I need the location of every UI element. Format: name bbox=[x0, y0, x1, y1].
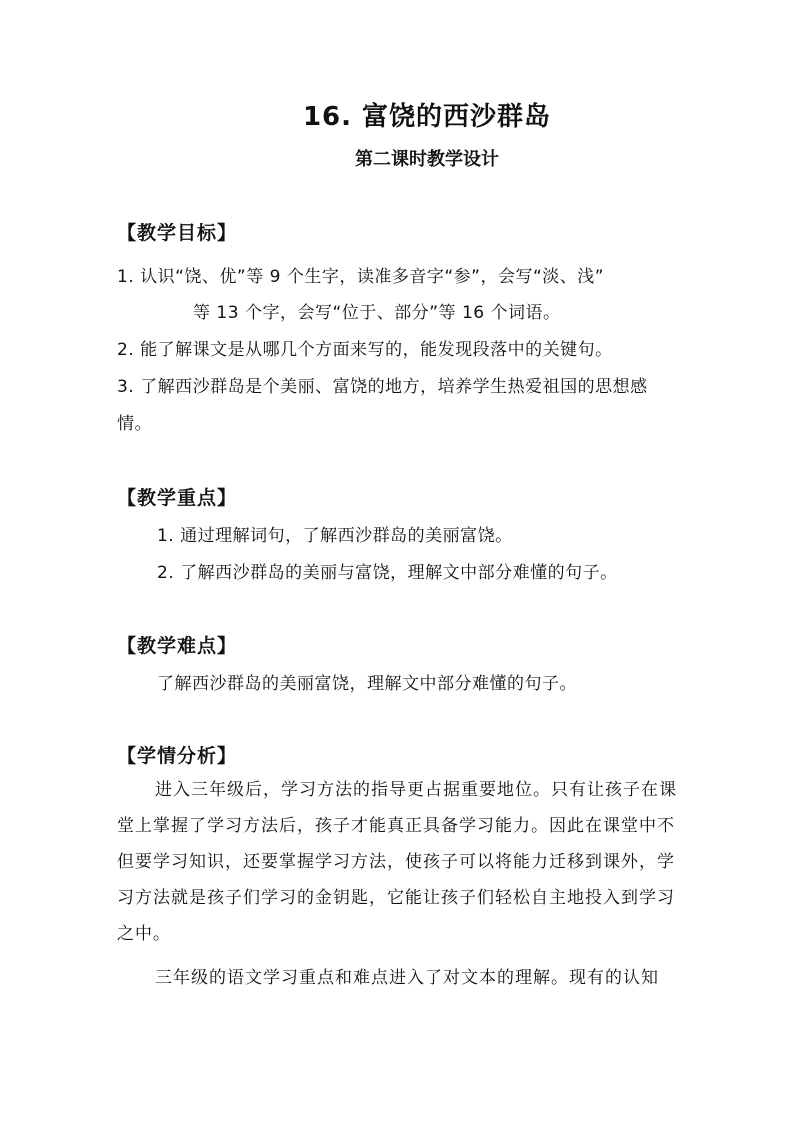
key-points-heading: 【教学重点】 bbox=[117, 487, 238, 509]
analysis-paragraph-1: 进入三年级后，学习方法的指导更占据重要地位。只有让孩子在课堂上掌握了学习方法后，孩子才能真正具备学习能力。因此在课堂中不但要学习知识，还要掌握学习方法，使孩子可以将能力迁移到课外，学习方法就是孩子们学习的金钥匙，它能让孩子们轻松自主地投入到学习之中。 bbox=[117, 780, 677, 944]
objective-item-3: 3. 了解西沙群岛是个美丽、富饶的地方，培养学生热爱祖国的思想感 bbox=[117, 377, 648, 397]
difficulties-heading: 【教学难点】 bbox=[117, 635, 238, 657]
document-title: 16. 富饶的西沙群岛 bbox=[302, 102, 552, 132]
objective-item-1-continued: 等 13 个字，会写“位于、部分”等 16 个词语。 bbox=[193, 303, 561, 323]
analysis-paragraph-2: 三年级的语文学习重点和难点进入了对文本的理解。现有的认知 bbox=[155, 968, 659, 988]
objective-item-1: 1. 认识“饶、优”等 9 个生字，读准多音字“参”，会写“淡、浅” bbox=[117, 267, 605, 287]
difficulties-text: 了解西沙群岛的美丽富饶，理解文中部分难懂的句子。 bbox=[157, 674, 577, 694]
key-point-item-2: 2. 了解西沙群岛的美丽与富饶，理解文中部分难懂的句子。 bbox=[157, 563, 618, 583]
objective-item-2: 2. 能了解课文是从哪几个方面来写的，能发现段落中的关键句。 bbox=[117, 340, 613, 360]
key-point-item-1: 1. 通过理解词句，了解西沙群岛的美丽富饶。 bbox=[157, 526, 513, 546]
document-subtitle: 第二课时教学设计 bbox=[355, 149, 499, 170]
objectives-heading: 【教学目标】 bbox=[117, 222, 238, 244]
analysis-heading: 【学情分析】 bbox=[117, 745, 238, 767]
objective-item-3-continued: 情。 bbox=[117, 414, 152, 434]
